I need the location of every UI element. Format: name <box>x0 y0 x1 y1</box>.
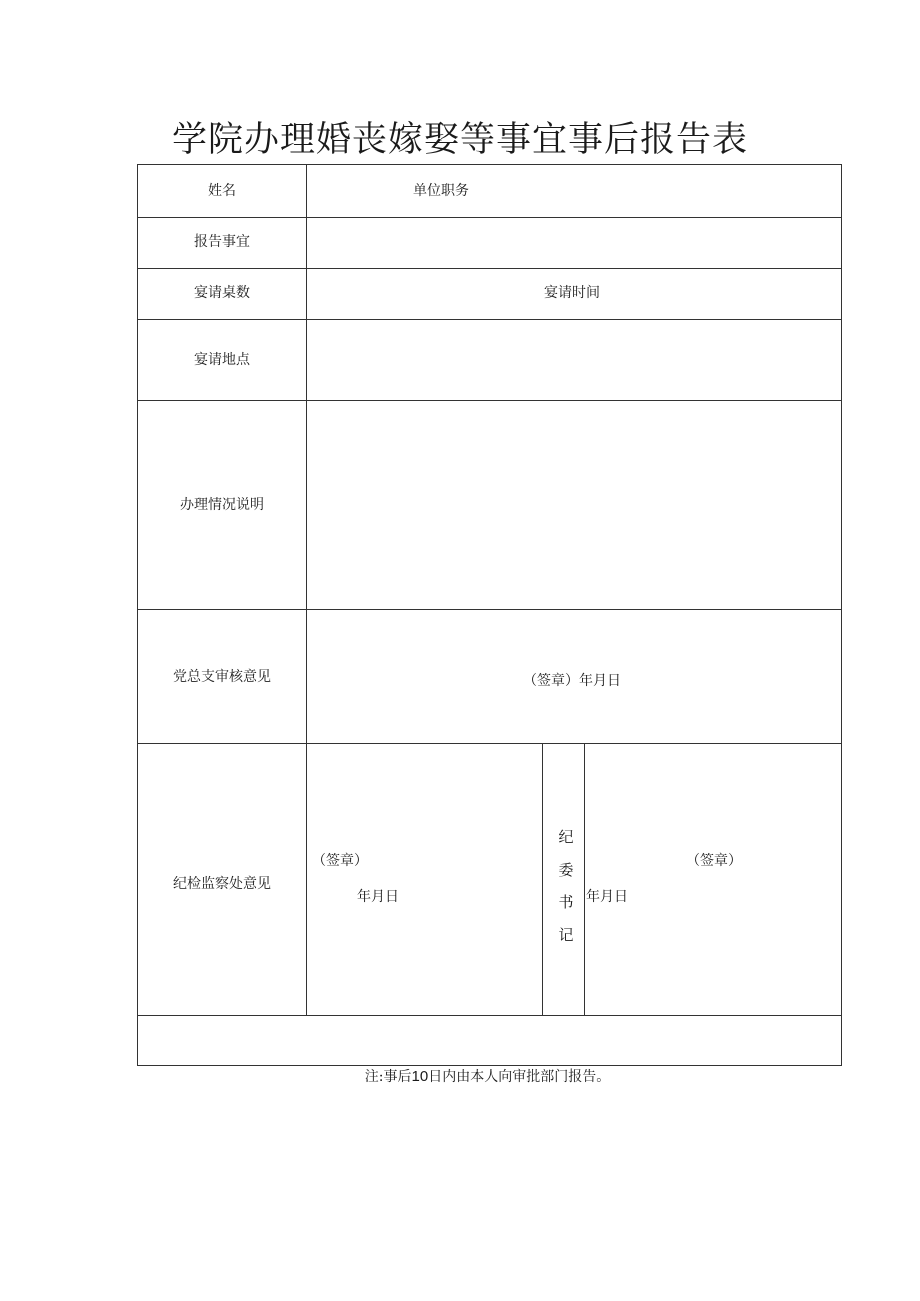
secretary-char: 记 <box>558 926 574 944</box>
secretary-column-divider-left <box>542 743 543 1015</box>
report-matter-label: 报告事宜 <box>194 234 250 250</box>
secretary-char: 书 <box>558 893 574 911</box>
unit-position-label: 单位职务 <box>413 183 469 199</box>
banquet-place-label: 宴请地点 <box>194 352 250 368</box>
secretary-char: 纪 <box>558 828 574 846</box>
secretary-column-divider-right <box>584 743 585 1015</box>
form-title: 学院办理婚丧嫁娶等事宜事后报告表 <box>171 120 748 160</box>
situation-label: 办理情况说明 <box>180 497 264 513</box>
row-divider <box>138 268 841 269</box>
row-divider <box>138 319 841 320</box>
footnote-suffix: 日内由本人向审批部门报告。 <box>428 1069 611 1085</box>
discipline-label: 纪检监察处意见 <box>173 876 271 892</box>
discipline-date: 年月日 <box>357 889 399 905</box>
banquet-tables-label: 宴请桌数 <box>194 285 250 301</box>
row-divider <box>138 1015 841 1016</box>
discipline-seal: （签章） <box>312 853 368 869</box>
row-divider <box>138 743 841 744</box>
banquet-time-label: 宴请时间 <box>544 285 600 301</box>
label-column-divider <box>306 165 307 1015</box>
secretary-seal: （签章） <box>686 853 742 869</box>
party-branch-label: 党总支审核意见 <box>173 669 271 685</box>
secretary-char: 委 <box>558 861 574 879</box>
footnote <box>0 1068 920 1086</box>
footnote-prefix: 注:事后 <box>364 1069 412 1085</box>
report-form-table <box>137 164 842 1066</box>
secretary-date: 年月日 <box>586 889 628 905</box>
row-divider <box>138 217 841 218</box>
footnote-number: 10 <box>411 1068 429 1085</box>
row-divider <box>138 400 841 401</box>
party-branch-seal: （签章）年月日 <box>523 673 621 689</box>
name-label: 姓名 <box>208 183 236 199</box>
row-divider <box>138 609 841 610</box>
